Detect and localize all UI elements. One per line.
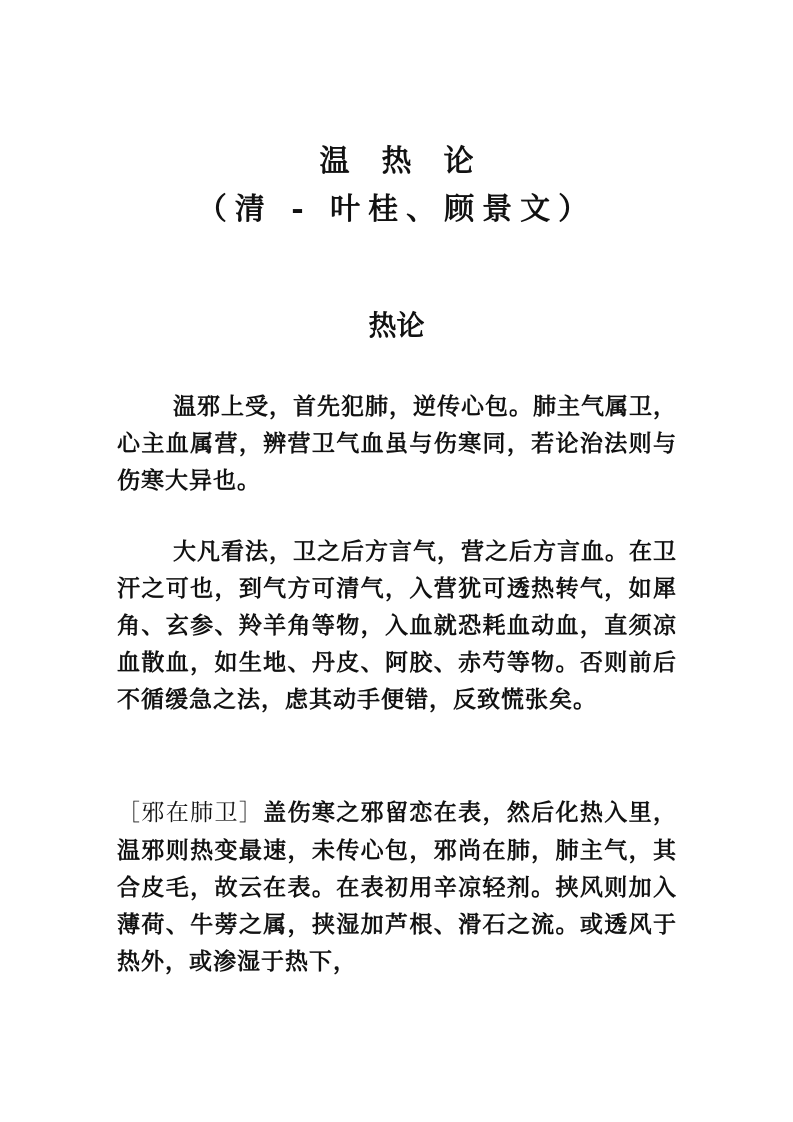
paragraph-3-label: ［邪在肺卫］: [117, 800, 264, 826]
paragraph-2-text: 大凡看法，卫之后方言气，营之后方言血。在卫汗之可也，到气方可清气，入营犹可透热转气，如犀角、玄参、羚羊角等物，入血就恐耗血动血，直须凉血散血，如生地、丹皮、阿胶、赤芍等物。否则前后不循缓急之法，虑其动手便错，反致慌张矣。: [117, 538, 677, 713]
paragraph-1: [117, 388, 677, 499]
paragraph-3: [117, 794, 677, 980]
paragraph-1-text: 温邪上受，首先犯肺，逆传心包。肺主气属卫，心主血属营，辨营卫气血虽与伤寒同，若论治法则与伤寒大异也。: [117, 393, 677, 494]
section-title: 热论: [368, 309, 425, 342]
document-title: 温热论: [319, 144, 506, 179]
paragraph-3-text: 盖伤寒之邪留恋在表，然后化热入里，温邪则热变最速，未传心包，邪尚在肺，肺主气，其合皮毛，故云在表。在表初用辛凉轻剂。挟风则加入薄荷、牛蒡之属，挟湿加芦根、滑石之流。或透风于热外，或渗湿于热下，: [117, 799, 678, 975]
paragraph-2: [117, 533, 677, 718]
document-subtitle: （清 - 叶桂、顾景文）: [196, 192, 597, 227]
